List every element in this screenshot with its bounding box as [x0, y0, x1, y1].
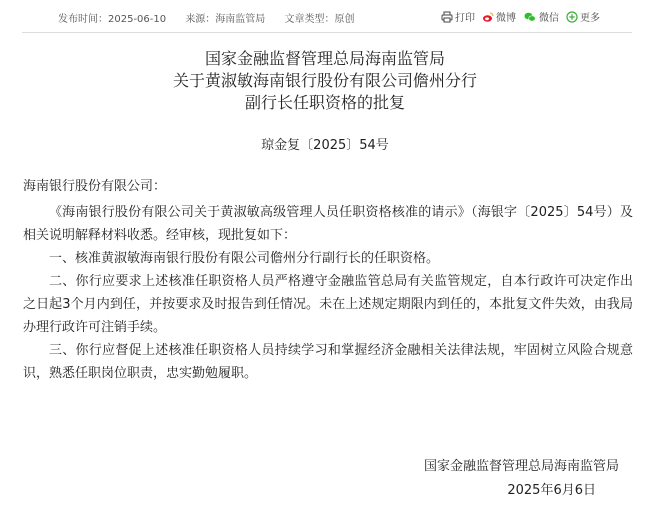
wechat-label: 微信 — [539, 13, 559, 24]
signature-organization: 国家金融监督管理总局海南监管局 — [423, 459, 619, 474]
more-share-button[interactable] — [566, 9, 600, 24]
more-label: 更多 — [580, 13, 600, 24]
paragraph-intro: 《海南银行股份有限公司关于黄淑敏高级管理人员任职资格核准的请示》（海银字〔2025〕54号）及相关说明解释材料收悉。经审核，现批复如下： — [23, 205, 633, 243]
weibo-icon — [482, 11, 494, 23]
paragraph-item-3: 三、你行应督促上述核准任职资格人员持续学习和掌握经济金融相关法律法规，牢固树立风险合规意识，熟悉任职岗位职责，忠实勤勉履职。 — [23, 343, 633, 381]
publish-time: 发布时间：2025-06-10 — [58, 14, 167, 25]
article-meta — [58, 10, 371, 25]
meta-bar — [22, 0, 632, 33]
signature-date: 2025年6月6日 — [507, 483, 596, 498]
share-bar — [434, 9, 600, 24]
weibo-label: 微博 — [496, 13, 516, 24]
weibo-share-button[interactable] — [482, 9, 516, 24]
wechat-icon — [523, 11, 537, 23]
document-number: 琼金复〔2025〕54号 — [261, 138, 389, 153]
title-line-3: 副行长任职资格的批复 — [244, 93, 405, 112]
print-label: 打印 — [455, 13, 475, 24]
paragraph-item-1: 一、核准黄淑敏海南银行股份有限公司儋州分行副行长的任职资格。 — [49, 251, 440, 266]
wechat-share-button[interactable] — [523, 9, 559, 24]
plus-circle-icon — [566, 11, 578, 23]
document-body — [23, 175, 633, 385]
title-line-2: 关于黄淑敏海南银行股份有限公司儋州分行 — [172, 71, 477, 90]
print-button[interactable] — [441, 9, 475, 24]
printer-icon — [441, 11, 453, 23]
salutation: 海南银行股份有限公司： — [23, 179, 167, 194]
document-title — [0, 48, 650, 114]
source: 来源：海南监管局 — [185, 14, 266, 25]
article-type: 文章类型：原创 — [284, 14, 355, 25]
title-line-1: 国家金融监督管理总局海南监管局 — [204, 49, 445, 68]
paragraph-item-2: 二、你行应要求上述核准任职资格人员严格遵守金融监管总局有关监管规定，自本行政许可决定作出之日起3个月内到任，并按要求及时报告到任情况。未在上述规定期限内到任的，本批复文件失效，由我局办理行政许可注销手续。 — [23, 274, 633, 335]
